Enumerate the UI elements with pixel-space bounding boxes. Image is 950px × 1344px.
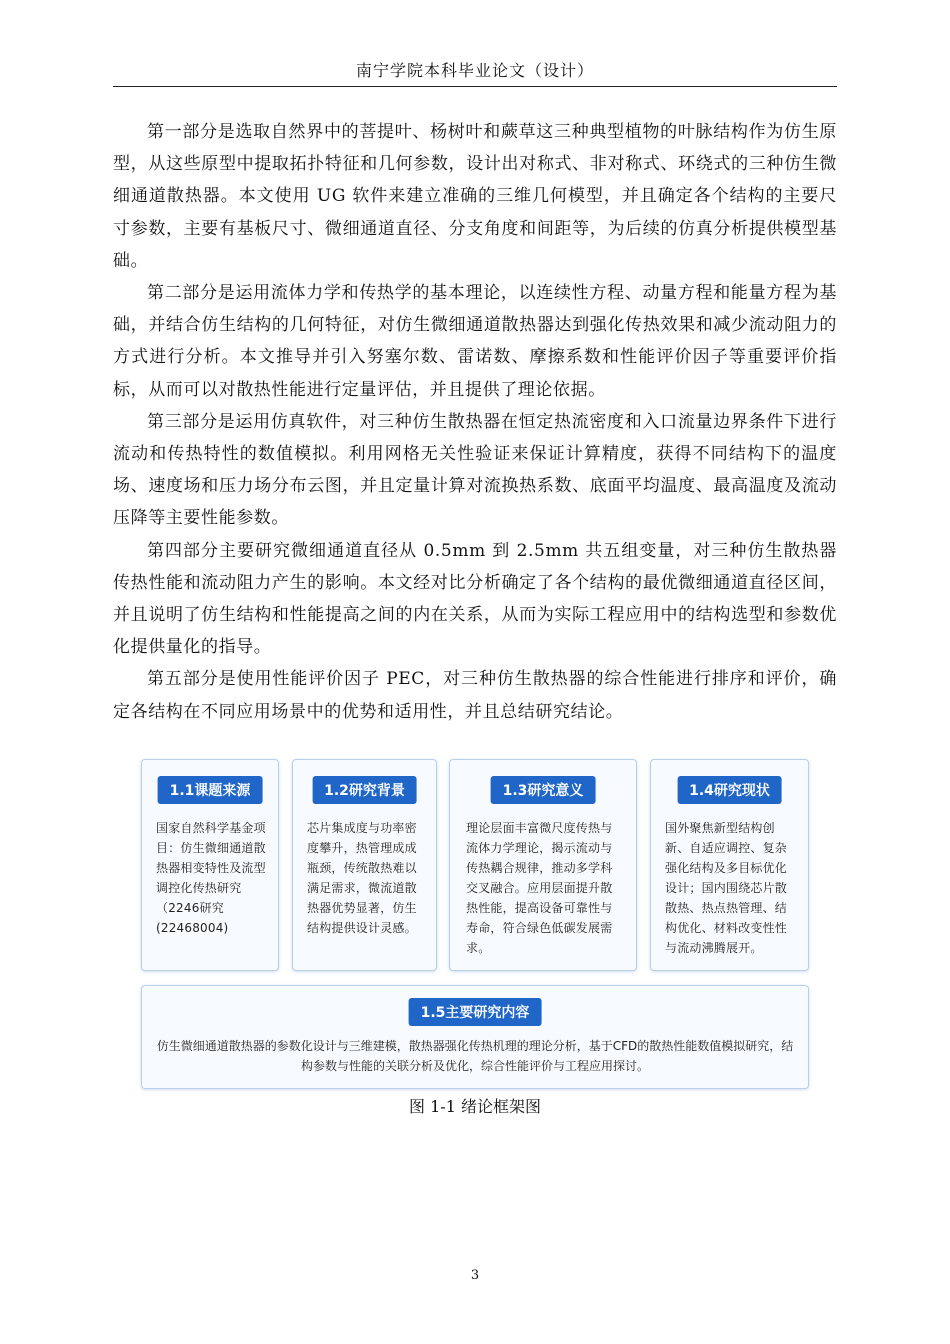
card-body: 国家自然科学基金项目：仿生微细通道散热器相变特性及流型调控化传热研究（2246研究(22468004) [156, 821, 266, 935]
card-body: 国外聚焦新型结构创新、自适应调控、复杂强化结构及多目标优化设计；国内围绕芯片散散热、热点热管理、结构优化、材料改变性性与流动沸腾展开。 [665, 821, 788, 955]
card-body: 芯片集成度与功率密度攀升，热管理成成瓶颈，传统散热难以满足需求，微流道散热器优势显著，仿生结构提供设计灵感。 [307, 821, 417, 935]
card-research-status [650, 759, 809, 971]
paragraph-part-4: 第四部分主要研究微细通道直径从 0.5mm 到 2.5mm 共五组变量，对三种仿生散热器传热性能和流动阻力产生的影响。本文经对比分析确定了各个结构的最优微细通道直径区间，并且说明了仿生结构和性能提高之间的内在关系，从而为实际工程应用中的结构选型和参数优化提供量化的指导。 [113, 540, 837, 658]
body-text [113, 116, 837, 728]
card-topic-source [141, 759, 279, 971]
card-background [292, 759, 437, 971]
card-significance [449, 759, 637, 971]
figure-caption: 图 1-1 绪论框架图 [409, 1097, 541, 1116]
paragraph-part-2: 第二部分是运用流体力学和传热学的基本理论，以连续性方程、动量方程和能量方程为基础，并结合仿生结构的几何特征，对仿生微细通道散热器达到强化传热效果和减少流动阻力的方式进行分析。本文推导并引入努塞尔数、雷诺数、摩擦系数和性能评价因子等重要评价指标，从而可以对散热性能进行定量评估，并且提供了理论依据。 [113, 283, 837, 400]
card-title: 1.3研究意义 [491, 776, 596, 804]
card-main-content [141, 985, 809, 1089]
card-title: 1.2研究背景 [312, 776, 417, 804]
paragraph-part-1: 第一部分是选取自然界中的菩提叶、杨树叶和蕨草这三种典型植物的叶脉结构作为仿生原型，从这些原型中提取拓扑特征和几何参数，设计出对称式、非对称式、环绕式的三种仿生微细通道散热器。本文使用 UG 软件来建立准确的三维几何模型，并且确定各个结构的主要尺寸参数，主要有基板尺寸、微细通道直径、分支角度和间距等，为后续的仿真分析提供模型基础。 [113, 122, 837, 271]
card-body: 仿生微细通道散热器的参数化设计与三维建模，散热器强化传热机理的理论分析，基于CFD的散热性能数值模拟研究，结构参数与性能的关联分析及优化，综合性能评价与工程应用探讨。 [156, 1039, 794, 1073]
card-title: 1.4研究现状 [677, 776, 782, 804]
card-body: 理论层面丰富微尺度传热与流体力学理论，揭示流动与传热耦合规律，推动多学科交叉融合。应用层面提升散热性能，提高设备可靠性与寿命，符合绿色低碳发展需求。 [466, 821, 613, 955]
paragraph-part-5: 第五部分是使用性能评价因子 PEC，对三种仿生散热器的综合性能进行排序和评价，确定各结构在不同应用场景中的优势和适用性，并且总结研究结论。 [113, 669, 837, 722]
framework-figure [141, 759, 809, 1089]
running-header: 南宁学院本科毕业论文（设计） [113, 58, 837, 87]
card-title: 1.5主要研究内容 [409, 998, 542, 1026]
card-title: 1.1课题来源 [158, 776, 263, 804]
page-number: 3 [470, 1268, 480, 1283]
paragraph-part-3: 第三部分是运用仿真软件，对三种仿生散热器在恒定热流密度和入口流量边界条件下进行流动和传热特性的数值模拟。利用网格无关性验证来保证计算精度，获得不同结构下的温度场、速度场和压力场分布云图，并且定量计算对流换热系数、底面平均温度、最高温度及流动压降等主要性能参数。 [113, 411, 837, 529]
